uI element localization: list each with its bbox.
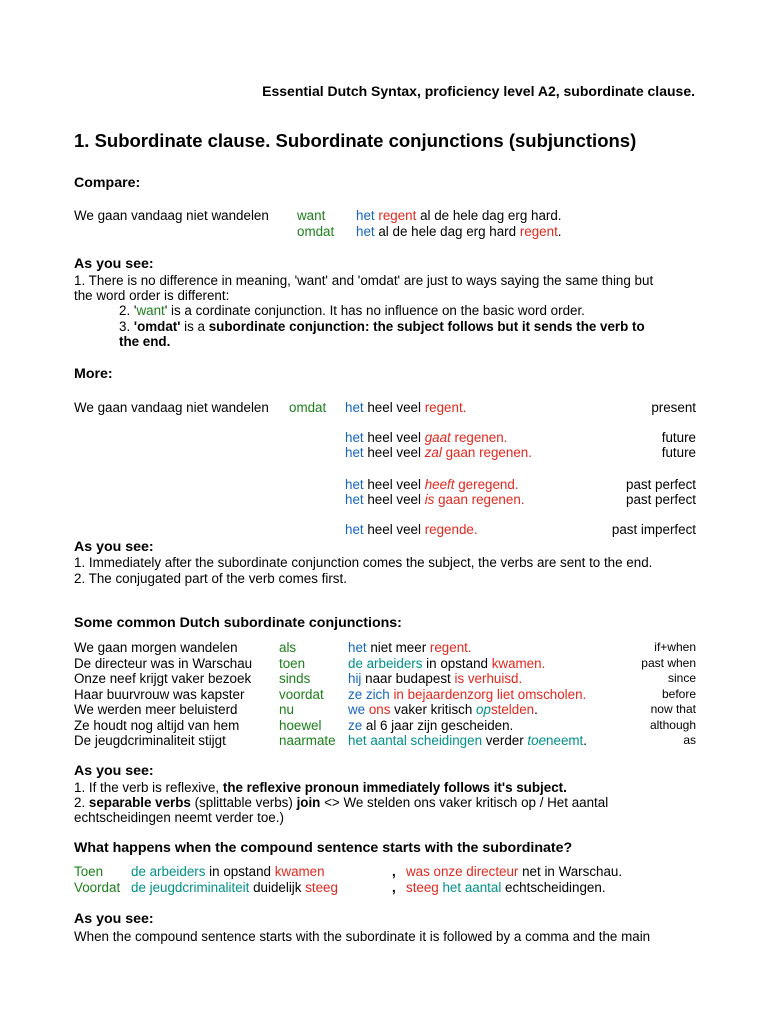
verb: regende. [424,522,478,537]
text: naar budapest [361,671,455,686]
subject: het [345,522,364,537]
conjunction-meaning: now that [650,702,696,716]
compound-comma-1: , [392,864,396,879]
text: niet meer [366,640,430,655]
conjunction-meaning: before [661,686,696,701]
text: vaker kritisch [390,702,477,717]
verb: in bejaardenzorg liet omscholen. [393,686,587,702]
main-subject: het aantal [438,880,502,895]
reflexive-pronoun: zich [365,686,390,702]
compound-main-2 [406,880,606,896]
common-heading: Some common Dutch subordinate conjunctions: [74,615,402,631]
subject: de arbeiders [131,864,206,879]
compare-conj-omdat: omdat [297,224,335,239]
separable-prefix: toe [527,733,547,748]
bold-text: separable verbs [88,795,191,810]
asyousee3-point-2b: echtscheidingen neemt verder toe.) [74,810,284,825]
verb: neemt [546,733,584,748]
verb: regent [519,224,558,239]
common-conjunction: voordat [279,686,324,702]
common-sub-clause [348,687,586,703]
page-title: 1. Subordinate clause. Subordinate conjunctions (subjunctions) [74,130,637,151]
period: . [534,702,538,717]
subject: het [345,400,364,415]
aux-verb: heeft [424,477,455,492]
main-verb: was onze directeur [406,864,519,879]
subject: het [356,224,375,239]
text: echtscheidingen. [501,880,606,895]
text: is a [180,319,209,334]
common-main-clause: Onze neef krijgt vaker bezoek [74,671,252,686]
text: ' is a cordinate conjunction. It has no influence on the basic word order. [164,303,585,318]
verb: regent. [424,400,467,415]
rest: al de hele dag erg hard [378,224,517,239]
common-conjunction: naarmate [279,733,336,748]
compound-sub-2 [131,880,338,896]
bold-text: subordinate conjunction: the subject follows but it sends the verb to [208,319,645,334]
subject: het aantal scheidingen [348,733,483,748]
asyousee1-point-2 [119,303,585,319]
subject: het [345,445,364,460]
subject: hij [348,671,362,686]
rest: al de hele dag erg hard. [420,208,562,223]
common-sub-clause [348,656,545,672]
subject: de arbeiders [348,655,423,671]
asyousee4-point-1: When the compound sentence starts with the subordinate it is followed by a comma and the main [74,929,651,944]
text: heel veel [367,477,421,492]
common-main-clause: We gaan morgen wandelen [74,640,238,655]
verb: regenen. [454,430,508,445]
common-main-clause: De jeugdcriminaliteit stijgt [74,733,226,748]
common-main-clause: We werden meer beluisterd [74,702,238,717]
tense-label: future [661,430,696,445]
verb: is verhuisd. [454,671,523,686]
more-heading: More: [74,366,113,382]
text: 2. [74,795,89,810]
common-main-clause: Ze houdt nog altijd van hem [74,717,240,733]
omdat-word: 'omdat' [133,319,181,334]
compound-comma-2: , [392,880,396,895]
subject: het [345,430,364,445]
text: verder [482,733,528,748]
text: heel veel [367,445,421,460]
verb: steeg [305,880,338,895]
asyousee1-point-3b: the end. [119,334,171,349]
verb: kwamen [274,864,325,879]
text: 2. ' [119,303,137,318]
compound-conj-1: Toen [74,864,104,879]
verb: regent. [429,640,472,655]
tense-label: past perfect [626,492,696,507]
asyousee-heading-2: As you see: [74,539,154,555]
verb: gaan regenen. [438,492,525,507]
verb: geregend. [458,477,519,492]
verb: stelden [490,702,535,717]
compound-main-1 [406,864,622,880]
compound-conj-2: Voordat [74,880,121,895]
subject: het [348,640,367,655]
aux-verb: is [424,492,435,507]
tense-label: future [661,445,696,460]
compare-conj-want: want [297,208,326,223]
asyousee-heading-3: As you see: [74,763,154,779]
common-sub-clause [348,733,587,749]
common-conjunction: hoewel [279,717,322,733]
asyousee1-point-3 [119,319,645,335]
common-sub-clause [348,718,513,734]
subject: we [348,702,366,717]
compound-heading: What happens when the compound sentence starts with the subordinate? [74,840,573,856]
text: heel veel [367,430,421,445]
conjunction-meaning: past when [641,655,696,670]
common-main-clause: Haar buurvrouw was kapster [74,686,245,702]
text: in opstand [422,655,492,671]
more-row [345,477,519,493]
asyousee1-point-1: 1. There is no difference in meaning, 'want' and 'omdat' are just to ways saying the same thing but [74,273,654,288]
aux-verb: gaat [424,430,451,445]
asyousee1-point-1b: the word order is different: [74,288,230,303]
want-word: want [136,303,165,318]
text: 3. [119,319,134,334]
subject: de jeugdcriminaliteit [131,880,250,895]
common-main-clause: De directeur was in Warschau [74,655,253,671]
conjunction-meaning: although [649,717,696,732]
common-conjunction: toen [279,655,306,671]
common-conjunction: als [279,640,297,655]
conjunction-meaning: if+when [654,640,696,654]
aux-verb: zal [424,445,442,460]
common-sub-clause [348,640,472,656]
more-conj: omdat [289,400,327,415]
text: heel veel [367,492,421,507]
common-conjunction: nu [279,702,294,717]
more-row [345,492,524,508]
subject: ze [348,686,363,702]
compare-omdat-sub [356,224,562,240]
asyousee-heading-4: As you see: [74,911,154,927]
subject: het [345,492,364,507]
bold-text: join [296,795,321,810]
text: duidelijk [249,880,306,895]
tense-label: present [651,400,696,415]
asyousee3-point-1 [74,780,567,796]
text: net in Warschau. [518,864,623,879]
text: al 6 jaar zijn gescheiden. [362,717,514,733]
more-main-clause: We gaan vandaag niet wandelen [74,400,269,415]
text: <> We stelden ons vaker kritisch op / Het aantal [320,795,609,810]
more-row [345,400,466,416]
compare-heading: Compare: [74,175,141,191]
common-sub-clause [348,702,538,718]
period: . [557,224,562,239]
reflexive-pronoun: ons [368,702,391,717]
compare-want-sub [356,208,562,224]
text: in opstand [205,864,275,879]
more-row [345,430,507,446]
verb: kwamen. [491,655,546,671]
more-row [345,445,532,461]
conjunction-meaning: as [683,733,696,747]
asyousee2-point-1: 1. Immediately after the subordinate conjunction comes the subject, the verbs are sent to the end. [74,555,653,570]
verb: gaan regenen. [445,445,532,460]
more-row [345,522,478,538]
compare-main-clause: We gaan vandaag niet wandelen [74,208,269,223]
text: 1. If the verb is reflexive, [74,780,223,795]
text: heel veel [367,522,421,537]
asyousee3-point-2 [74,795,608,811]
text: heel veel [367,400,421,415]
tense-label: past imperfect [611,522,696,537]
common-conjunction: sinds [279,671,311,686]
main-verb: steeg [406,880,439,895]
text: (splittable verbs) [190,795,297,810]
period: . [583,733,587,748]
bold-text: the reflexive pronoun immediately follows it's subject. [222,780,567,795]
subject: het [345,477,364,492]
document-header: Essential Dutch Syntax, proficiency level A2, subordinate clause. [262,83,695,99]
subject: ze [348,717,363,733]
compound-sub-1 [131,864,325,880]
subject: het [356,208,375,223]
separable-prefix: op [476,702,491,717]
conjunction-meaning: since [667,671,696,685]
asyousee-heading-1: As you see: [74,256,154,272]
tense-label: past perfect [626,477,696,492]
common-sub-clause [348,671,522,687]
verb: regent [378,208,417,223]
asyousee2-point-2: 2. The conjugated part of the verb comes first. [74,571,347,586]
